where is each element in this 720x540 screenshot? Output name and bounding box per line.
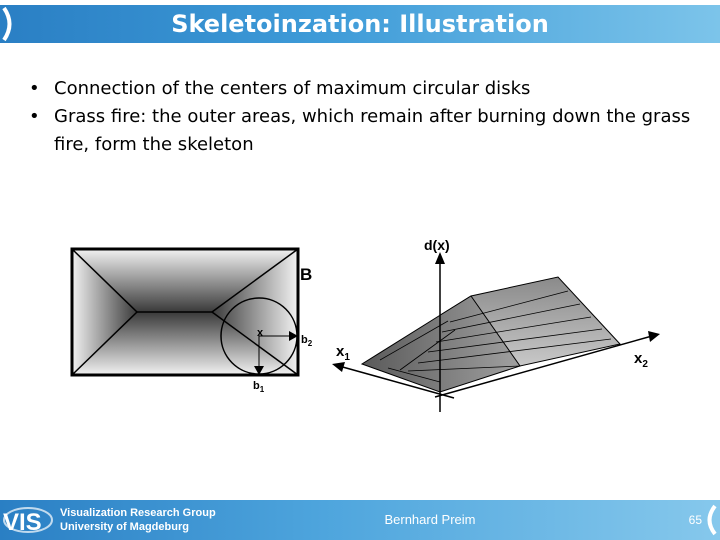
slide-title: Skeletoinzation: Illustration [171,10,549,38]
axis-x2-arrow-icon [648,331,660,342]
group-line-1: Visualization Research Group [60,507,216,519]
bullet-item [28,75,698,103]
title-bar [0,5,720,43]
rectangle-diagram [72,249,313,394]
axis-x1-label [336,343,350,363]
axis-d-arrow-icon [435,252,445,264]
vis-logo-icon [0,502,56,538]
axis-x1-sub: 1 [344,352,350,363]
group-line-2: University of Magdeburg [60,521,189,533]
bullet-text: Grass fire: the outer areas, which remain after burning down the grass fire, form the skeleton [54,106,691,155]
bullet-dot-icon: • [29,106,40,127]
region-label: B [300,265,313,284]
label-b1 [253,380,265,394]
bullet-text: Connection of the centers of maximum circular disks [54,78,531,99]
footer-bar [0,500,720,540]
axis-x1-main: x [336,343,345,360]
author-name: Bernhard Preim [384,512,476,527]
skeletonization-figure [40,232,680,412]
center-label: x [257,327,264,339]
label-b2 [301,334,313,348]
axis-x2-sub: 2 [642,359,648,370]
bullet-list [28,75,698,159]
label-b2-main: b [301,334,308,346]
label-b1-sub: 1 [259,385,265,394]
distance-roof-diagram [332,237,660,412]
label-b2-sub: 2 [307,339,313,348]
axis-x2-label [634,350,648,370]
vis-logo-text: VIS [3,509,42,536]
axis-d-label: d(x) [424,237,450,253]
page-number: 65 [688,513,702,527]
axis-x1-arrow-icon [332,362,345,372]
group-name [60,506,216,534]
label-b1-main: b [253,380,260,392]
parenthesis-decoration-icon [700,500,720,540]
axis-x2-main: x [634,350,643,367]
bullet-dot-icon: • [29,78,40,99]
bullet-item [28,103,698,159]
